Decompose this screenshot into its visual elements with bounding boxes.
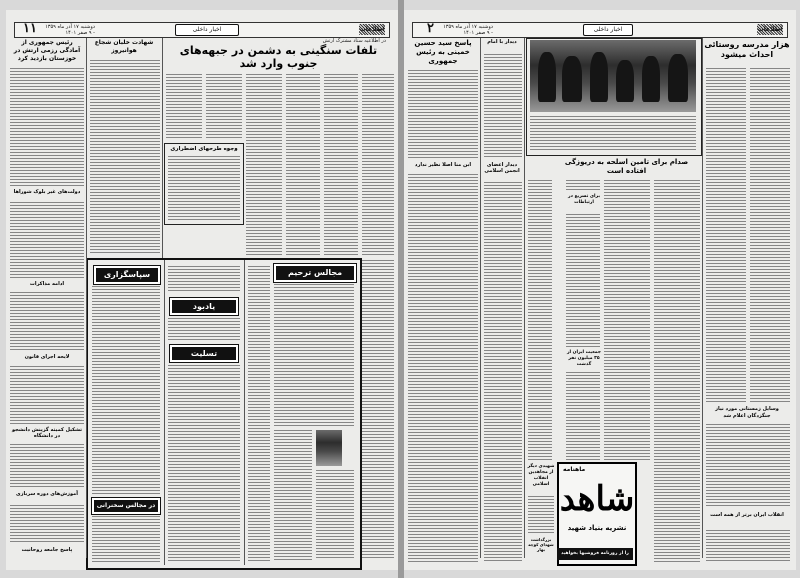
column-rule xyxy=(480,38,481,558)
column-rule xyxy=(164,260,165,565)
text-column xyxy=(484,54,522,158)
ad-title: شاهد xyxy=(559,479,635,519)
thanks-banner: سپاسگزاری xyxy=(94,266,160,284)
text-column xyxy=(528,496,554,534)
photo-figure xyxy=(538,52,556,102)
text-column xyxy=(10,444,84,488)
column-rule xyxy=(702,38,703,558)
photo-figure xyxy=(562,56,582,102)
box-headline: وجوه طرحهای اضطراری xyxy=(170,146,238,152)
text-column xyxy=(484,182,522,562)
shahed-ad xyxy=(557,462,637,566)
text-column xyxy=(10,505,84,543)
subhead: دولت‌های غیر بلوک شوراها xyxy=(13,189,81,195)
text-column xyxy=(604,180,650,460)
subhead: آموزش‌های دوره سربازی xyxy=(16,491,78,497)
newspaper-logo: اطلاعات xyxy=(359,26,385,33)
text-column xyxy=(92,516,160,562)
left-headline: پاسخ سید حسین خمینی به رئیس جمهوری xyxy=(414,39,472,65)
small-headline-2: دیدار اعضای انجمن اسلامی xyxy=(484,162,520,174)
ad-subtitle: نشریه بنیاد شهید xyxy=(567,524,627,532)
subhead: جمعیت ایران از ۳۵ میلیون نفر گذشت xyxy=(566,350,602,367)
center-headline: صدام برای تامین اسلحه به دریوزگی افتاده است xyxy=(564,158,689,175)
section-label: اخبار داخلی xyxy=(583,24,633,36)
mourning-banner: مجالس ترحیم xyxy=(274,264,356,282)
subhead: ادامه مذاکرات xyxy=(29,281,65,287)
text-column xyxy=(10,292,84,350)
column-rule xyxy=(524,38,525,558)
text-column xyxy=(10,366,84,424)
photo-figure xyxy=(590,52,608,102)
text-column xyxy=(168,156,240,220)
column-rule xyxy=(86,38,87,558)
text-column xyxy=(248,266,270,562)
text-column xyxy=(362,74,394,255)
page-date: دوشنبه ۱۷ آذر ماه ۱۳۵۹ - ۹ صفر ۱۴۰۱ xyxy=(45,24,95,36)
photo-figure xyxy=(616,60,634,102)
text-column xyxy=(654,180,700,562)
column-rule xyxy=(244,260,245,565)
text-column xyxy=(324,74,358,255)
fund-box xyxy=(164,143,244,225)
main-headline: تلفات سنگینی به دشمن در جبهه‌های جنوب وارد شد xyxy=(179,44,378,70)
text-column xyxy=(316,470,354,560)
subhead: برای تسریع در ارتباطات xyxy=(567,194,601,205)
text-column xyxy=(408,70,478,158)
text-column xyxy=(706,68,746,402)
subhead: لایحه اجرای قانون xyxy=(24,354,70,360)
page-header xyxy=(14,22,390,38)
text-column xyxy=(362,260,394,560)
text-column xyxy=(566,180,600,192)
text-column xyxy=(168,365,240,562)
page-number: ۲ xyxy=(427,21,434,36)
news-photo xyxy=(530,40,696,112)
second-headline: شهادت خلبان شجاع هوانیروز xyxy=(94,39,154,54)
page-date: دوشنبه ۱۷ آذر ماه ۱۳۵۹ - ۹ صفر ۱۴۰۱ xyxy=(443,24,493,36)
text-column xyxy=(750,68,790,402)
page-header xyxy=(412,22,788,38)
text-column xyxy=(706,424,790,508)
subhead: بزرگداشت شهدای کوچه بهار xyxy=(528,537,554,552)
right-headline: هزار مدرسه روستائی احداث میشود xyxy=(704,40,790,59)
page-number: ۱۱ xyxy=(23,21,37,36)
text-column xyxy=(166,74,202,140)
subhead: پاسخ جامعه روحانیت xyxy=(21,547,73,553)
left-page xyxy=(6,10,398,570)
left-headline: رئیس جمهوری از آمادگی رزمی ارتش در خوزستان بازدید کرد xyxy=(13,39,81,62)
subhead: وسایل زمستانی مورد نیاز جنگزدگان اعلام شد xyxy=(715,406,779,419)
text-column xyxy=(92,286,160,494)
subhead: تشکیل کمیته گزینش دانشجو در دانشگاه xyxy=(12,427,82,439)
small-headline: دیدار با امام xyxy=(487,39,517,45)
text-column xyxy=(274,430,312,560)
subhead: انقلاب ایران برتر از همه است xyxy=(710,512,784,518)
text-column xyxy=(168,266,240,292)
text-column xyxy=(274,284,354,427)
ad-kicker: ماهنامه xyxy=(563,466,586,473)
photo-figure xyxy=(668,54,688,102)
text-column xyxy=(706,530,790,562)
text-column xyxy=(246,74,282,255)
column-rule xyxy=(162,38,163,258)
photo-figure xyxy=(642,56,660,102)
text-column xyxy=(206,74,242,140)
text-column xyxy=(168,318,240,340)
portrait-photo xyxy=(316,430,342,466)
newspaper-logo: اطلاعات xyxy=(757,26,783,33)
subhead: شهیدی دیگر از مجاهدین انقلاب اسلامی xyxy=(527,464,555,487)
subhead: ابن منا اصلا نظیر ندارد xyxy=(414,162,472,168)
lecture-banner: در مجالس سخنرانی xyxy=(92,498,160,514)
section-label: اخبار داخلی xyxy=(175,24,239,36)
memorial-banner: یادبود xyxy=(170,298,238,315)
text-column xyxy=(286,74,320,255)
ad-footer: را از روزنامه فروشیها بخواهید xyxy=(557,548,633,560)
text-column xyxy=(566,372,600,460)
text-column xyxy=(90,60,160,255)
text-column xyxy=(530,116,696,150)
text-column xyxy=(10,68,84,186)
text-column xyxy=(408,174,478,562)
main-kicker: در اطلاعیه ستاد مشترک ارتش xyxy=(322,38,386,44)
text-column xyxy=(566,214,600,348)
condolence-banner: تسلیت xyxy=(170,345,238,362)
text-column xyxy=(10,202,84,278)
right-page xyxy=(404,10,796,570)
text-column xyxy=(528,180,552,460)
